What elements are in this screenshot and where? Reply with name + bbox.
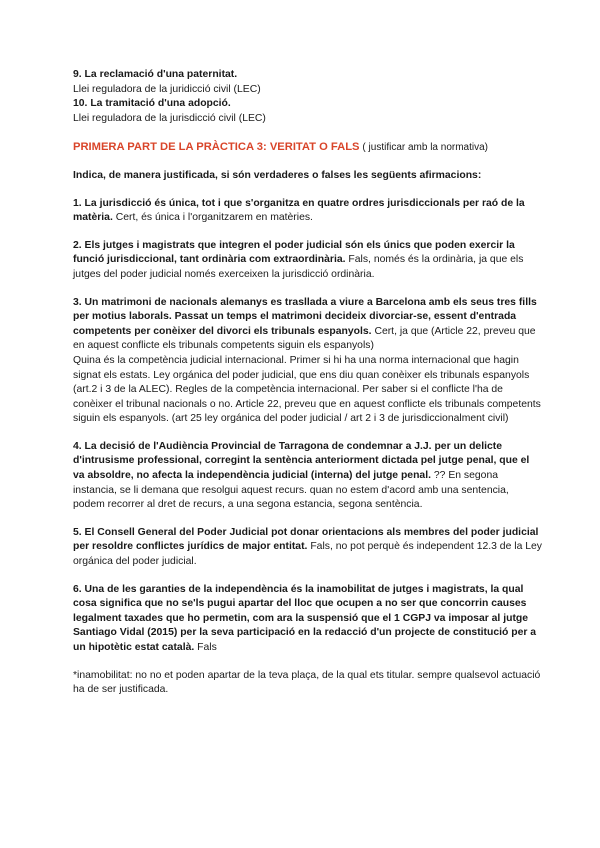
statement-answer: Cert, és única i l'organitzarem en matèries. <box>115 212 313 224</box>
statement-text: 5. El Consell General del Poder Judicial pot donar orientacions als membres del poder judicial per resoldre conflictes jurídics de major entitat. <box>73 526 539 553</box>
statement-answer: Fals <box>197 642 217 653</box>
statement-1 <box>73 197 543 226</box>
statement-4 <box>73 440 543 513</box>
statement-6 <box>73 583 543 656</box>
list-item-law: Llei reguladora de la jurisdicció civil (LEC) <box>73 112 266 124</box>
section-heading <box>73 140 543 156</box>
statement-answer: Cert, ja que (Article 22, preveu que en aquest conflicte els tribunals competents siguin els espanyols) <box>73 325 536 352</box>
section-note: ( justificar amb la normativa) <box>362 142 489 154</box>
instructions: Indica, de manera justificada, si són verdaderes o falses les següents afirmacions: <box>73 169 482 181</box>
list-item-9 <box>73 68 543 97</box>
list-item-law: Llei reguladora de la juridicció civil (LEC) <box>73 83 261 95</box>
statement-text: 3. Un matrimoni de nacionals alemanys es trasllada a viure a Barcelona amb els seus tres fills per motius laborals. Passat un temps el matrimoni decideix divorciar-se, essent d'entrada competents per conèixer del divorci els tribunals espanyols. <box>73 296 537 337</box>
statement-5 <box>73 526 543 570</box>
statement-text: 2. Els jutges i magistrats que integren el poder judicial són els únics que poden exercir la funció jurisdiccional, tant ordinària com extraordinària. <box>73 239 515 266</box>
list-item-title: 9. La reclamació d'una paternitat. <box>73 69 238 80</box>
section-title: PRIMERA PART DE LA PRÀCTICA 3: VERITAT O FALS <box>73 141 360 154</box>
list-item-10 <box>73 97 543 126</box>
statement-2 <box>73 239 543 283</box>
statement-3 <box>73 296 543 354</box>
statement-3-explanation: Quina és la competència judicial internacional. Primer si hi ha una norma internacional que hagin signat els estats. Ley orgánica del poder judicial, que ens diu quan conèixer els tribunals espanyols (art.2 i 3 de la ALEC). Regles de la competència internacional. Per saber si el conflicte l'ha de conèixer el tribunal nacionals o no. Article 22, preveu que en aquest conflicte els tribunals competents siguin els espanyols. (art 25 ley orgánica del poder judicial / art 2 i 3 de jurisdiccionalment civil) <box>73 354 541 425</box>
statement-answer: ?? En segona instancia, se li demana que resolgui aquest recurs. quan no estem d'acord amb una sentencia, podem recorrer al dret de recurs, a una segona estancia, segona sentència. <box>73 470 509 511</box>
document-body <box>73 68 543 698</box>
statement-answer: Fals, només és la ordinària, ja que els jutges del poder judicial només exerceixen la jurisdicció ordinària. <box>73 254 524 280</box>
statement-text: 4. La decisió de l'Audiència Provincial de Tarragona de condemnar a J.J. per un delicte d'intrusisme professional, corregint la sentència anteriorment dictada pel jutge penal, que el va absoldre, no afecta la independència judicial (interna) del jutge penal. <box>73 440 530 482</box>
list-item-title: 10. La tramitació d'una adopció. <box>73 98 231 110</box>
statement-text: 1. La jurisdicció és única, tot i que s'organitza en quatre ordres jurisdiccionals per raó de la matèria. <box>73 197 525 224</box>
footnote: *inamobilitat: no no et poden apartar de la teva plaça, de la qual ets titular. sempre qualsevol actuació ha de ser justificada. <box>73 669 541 696</box>
statement-answer: Fals, no pot perquè és independent 12.3 de la Ley orgánica del poder judicial. <box>73 541 542 568</box>
statement-text: 6. Una de les garanties de la independència és la inamobilitat de jutges i magistrats, la qual cosa significa que no se'ls pugui apartar del lloc que ocupen a no ser que concorrin causes legalment taxades que ho permetin, com ara la suspensió que el 1 CGPJ va imposar al jutge Santiago Vidal (2015) per la seva participació en la redacció d'un projecte de constitució per a un hipotètic estat català. <box>73 583 537 653</box>
